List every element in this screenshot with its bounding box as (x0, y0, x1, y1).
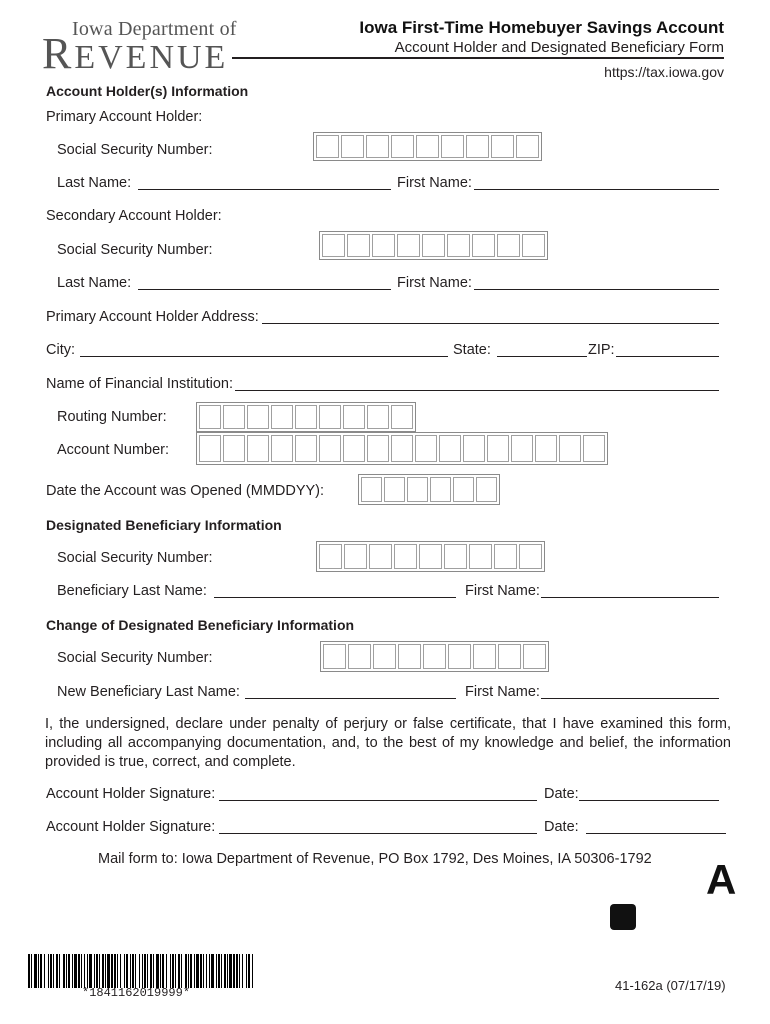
digit-box[interactable] (447, 234, 470, 257)
section-title-change-beneficiary: Change of Designated Beneficiary Information (46, 617, 355, 633)
new-beneficiary-last-name-label: New Beneficiary Last Name: (57, 684, 240, 700)
digit-box[interactable] (415, 435, 437, 462)
signature-date-label-2: Date: (544, 819, 579, 835)
title-rule (232, 57, 724, 59)
digit-box[interactable] (295, 405, 317, 429)
digit-box[interactable] (491, 135, 514, 158)
signature-label-1: Account Holder Signature: (46, 786, 216, 802)
form-title: Iowa First-Time Homebuyer Savings Account (359, 18, 724, 37)
barcode (28, 954, 256, 988)
logo-revenue-text (42, 28, 228, 79)
primary-account-holder-label: Primary Account Holder: (46, 109, 203, 125)
digit-box[interactable] (519, 544, 542, 569)
digit-box[interactable] (223, 435, 245, 462)
digit-box[interactable] (473, 644, 496, 669)
black-square-marker (610, 904, 636, 930)
primary-ssn-boxes[interactable] (313, 132, 542, 161)
date-opened-label: Date the Account was Opened (MMDDYY): (46, 483, 325, 499)
date-opened-boxes[interactable] (358, 474, 500, 505)
secondary-last-name-field[interactable] (138, 289, 391, 290)
new-beneficiary-last-name-field[interactable] (245, 698, 456, 699)
signature-label-2: Account Holder Signature: (46, 819, 216, 835)
digit-box[interactable] (343, 435, 365, 462)
new-beneficiary-first-name-label: First Name: (465, 684, 540, 700)
state-field[interactable] (497, 356, 587, 357)
financial-institution-field[interactable] (235, 390, 719, 391)
digit-box[interactable] (419, 544, 442, 569)
digit-box[interactable] (476, 477, 497, 502)
digit-box[interactable] (559, 435, 581, 462)
primary-last-name-field[interactable] (138, 189, 391, 190)
logo-rest: EVENUE (74, 39, 229, 76)
digit-box[interactable] (498, 644, 521, 669)
digit-box[interactable] (319, 544, 342, 569)
digit-box[interactable] (448, 644, 471, 669)
account-number-label: Account Number: (57, 442, 170, 458)
digit-box[interactable] (397, 234, 420, 257)
financial-institution-label: Name of Financial Institution: (46, 376, 233, 392)
digit-box[interactable] (430, 477, 451, 502)
digit-box[interactable] (453, 477, 474, 502)
primary-first-name-field[interactable] (474, 189, 719, 190)
account-number-boxes[interactable] (196, 432, 608, 465)
digit-box[interactable] (373, 644, 396, 669)
digit-box[interactable] (423, 644, 446, 669)
zip-label: ZIP: (588, 342, 615, 358)
digit-box[interactable] (199, 435, 221, 462)
beneficiary-ssn-boxes[interactable] (316, 541, 545, 572)
digit-box[interactable] (466, 135, 489, 158)
city-label: City: (46, 342, 75, 358)
primary-first-name-label: First Name: (397, 175, 472, 191)
secondary-ssn-label: Social Security Number: (57, 242, 213, 258)
signature-date-label-1: Date: (544, 786, 579, 802)
digit-box[interactable] (583, 435, 605, 462)
digit-box[interactable] (316, 135, 339, 158)
digit-box[interactable] (535, 435, 557, 462)
digit-box[interactable] (444, 544, 467, 569)
digit-box[interactable] (511, 435, 533, 462)
digit-box[interactable] (394, 544, 417, 569)
state-label: State: (453, 342, 491, 358)
digit-box[interactable] (247, 405, 269, 429)
digit-box[interactable] (271, 435, 293, 462)
declaration-text: I, the undersigned, declare under penalty of perjury or false certificate, that I have examined this form, including all accompanying documentation, and, to the best of my knowledge and belief, the information provided is true, correct, and complete. (45, 716, 731, 770)
digit-box[interactable] (367, 405, 389, 429)
digit-box[interactable] (497, 234, 520, 257)
barcode-bar (253, 954, 254, 988)
digit-box[interactable] (295, 435, 317, 462)
digit-box[interactable] (391, 405, 413, 429)
routing-number-boxes[interactable] (196, 402, 416, 432)
digit-box[interactable] (407, 477, 428, 502)
address-field[interactable] (262, 323, 719, 324)
beneficiary-last-name-field[interactable] (214, 597, 456, 598)
digit-box[interactable] (522, 234, 545, 257)
secondary-first-name-field[interactable] (474, 289, 719, 290)
digit-box[interactable] (322, 234, 345, 257)
digit-box[interactable] (348, 644, 371, 669)
signature-date-field-2[interactable] (586, 833, 726, 834)
digit-box[interactable] (472, 234, 495, 257)
digit-box[interactable] (271, 405, 293, 429)
digit-box[interactable] (441, 135, 464, 158)
primary-ssn-label: Social Security Number: (57, 142, 213, 158)
digit-box[interactable] (391, 135, 414, 158)
beneficiary-first-name-label: First Name: (465, 583, 540, 599)
secondary-ssn-boxes[interactable] (319, 231, 548, 260)
digit-box[interactable] (391, 435, 413, 462)
website-url: https://tax.iowa.gov (604, 64, 724, 80)
digit-box[interactable] (494, 544, 517, 569)
digit-box[interactable] (199, 405, 221, 429)
barcode-text: *1841162019999* (82, 986, 191, 1000)
beneficiary-first-name-field[interactable] (541, 597, 719, 598)
digit-box[interactable] (463, 435, 485, 462)
digit-box[interactable] (523, 644, 546, 669)
digit-box[interactable] (361, 477, 382, 502)
new-beneficiary-ssn-label: Social Security Number: (57, 650, 213, 666)
digit-box[interactable] (439, 435, 461, 462)
digit-box[interactable] (341, 135, 364, 158)
digit-box[interactable] (323, 644, 346, 669)
form-number: 41-162a (07/17/19) (615, 978, 726, 993)
mail-to-address: Mail form to: Iowa Department of Revenue, PO Box 1792, Des Moines, IA 50306-1792 (98, 851, 652, 867)
secondary-last-name-label: Last Name: (57, 275, 132, 291)
digit-box[interactable] (372, 234, 395, 257)
digit-box[interactable] (516, 135, 539, 158)
address-label: Primary Account Holder Address: (46, 309, 259, 325)
new-beneficiary-first-name-field[interactable] (541, 698, 719, 699)
signature-field-1[interactable] (219, 800, 537, 801)
digit-box[interactable] (319, 405, 341, 429)
digit-box[interactable] (487, 435, 509, 462)
digit-box[interactable] (416, 135, 439, 158)
digit-box[interactable] (366, 135, 389, 158)
digit-box[interactable] (319, 435, 341, 462)
zip-field[interactable] (616, 356, 719, 357)
digit-box[interactable] (422, 234, 445, 257)
primary-last-name-label: Last Name: (57, 175, 132, 191)
logo-department-text: Iowa Department of (72, 18, 237, 40)
form-stamp-letter: A (706, 856, 737, 903)
section-title-beneficiary: Designated Beneficiary Information (46, 517, 282, 533)
digit-box[interactable] (344, 544, 367, 569)
new-beneficiary-ssn-boxes[interactable] (320, 641, 549, 672)
beneficiary-ssn-label: Social Security Number: (57, 550, 213, 566)
digit-box[interactable] (384, 477, 405, 502)
secondary-account-holder-label: Secondary Account Holder: (46, 208, 222, 224)
routing-number-label: Routing Number: (57, 409, 167, 425)
beneficiary-last-name-label: Beneficiary Last Name: (57, 583, 207, 599)
form-subtitle: Account Holder and Designated Beneficiary Form (394, 39, 724, 56)
logo-initial: R (42, 29, 75, 78)
signature-field-2[interactable] (219, 833, 537, 834)
digit-box[interactable] (247, 435, 269, 462)
digit-box[interactable] (347, 234, 370, 257)
signature-date-field-1[interactable] (579, 800, 719, 801)
city-field[interactable] (80, 356, 448, 357)
digit-box[interactable] (469, 544, 492, 569)
digit-box[interactable] (223, 405, 245, 429)
digit-box[interactable] (369, 544, 392, 569)
section-title-account-holders: Account Holder(s) Information (46, 83, 249, 99)
digit-box[interactable] (367, 435, 389, 462)
digit-box[interactable] (343, 405, 365, 429)
digit-box[interactable] (398, 644, 421, 669)
secondary-first-name-label: First Name: (397, 275, 472, 291)
